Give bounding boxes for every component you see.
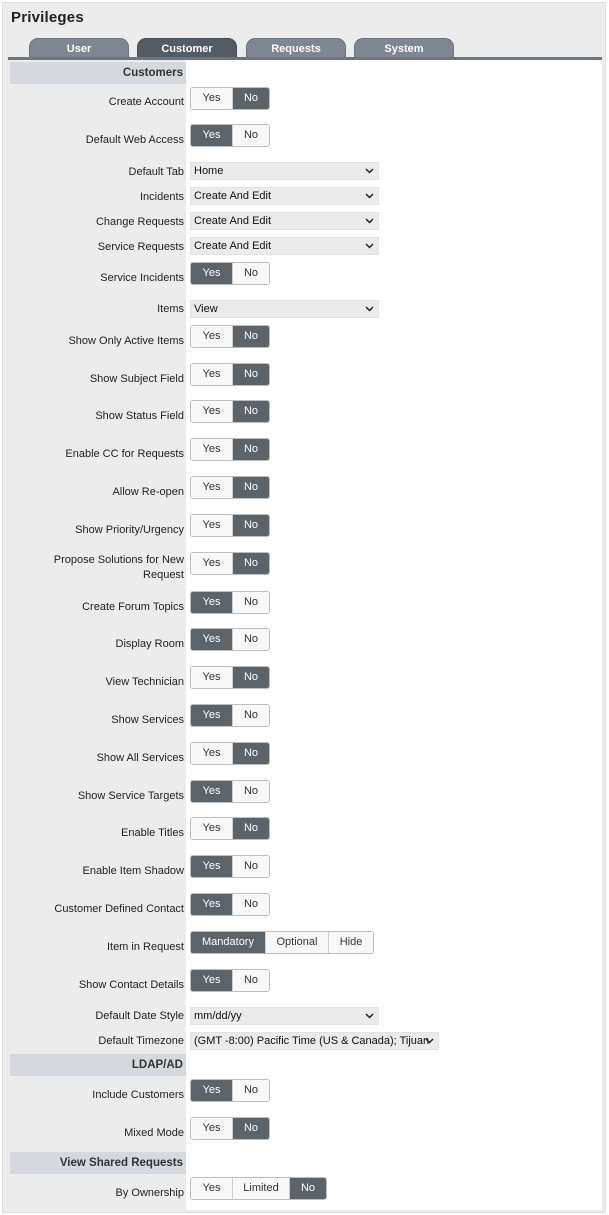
chevron-down-icon xyxy=(425,1033,434,1055)
service-requests-label: Service Requests xyxy=(97,241,184,253)
show-all-services-toggle xyxy=(190,742,270,765)
view-technician-option-no[interactable]: No xyxy=(233,667,269,688)
view-technician-label: View Technician xyxy=(105,676,184,688)
default-tab-select[interactable] xyxy=(190,162,379,180)
show-priority-option-yes[interactable]: Yes xyxy=(191,515,233,536)
enable-item-shadow-option-yes[interactable]: Yes xyxy=(191,856,233,877)
mixed-mode-toggle xyxy=(190,1117,270,1140)
show-status-field-label: Show Status Field xyxy=(95,410,184,422)
create-account-option-no[interactable]: No xyxy=(233,88,269,109)
create-forum-topics-label: Create Forum Topics xyxy=(82,601,184,613)
service-incidents-option-no[interactable]: No xyxy=(233,263,269,284)
view-technician-option-yes[interactable]: Yes xyxy=(191,667,233,688)
change-requests-value: Create And Edit xyxy=(194,215,272,227)
show-status-field-option-no[interactable]: No xyxy=(233,401,269,422)
item-in-request-toggle xyxy=(190,931,374,954)
service-incidents-toggle xyxy=(190,262,270,285)
show-only-active-items-option-no[interactable]: No xyxy=(233,326,269,347)
show-contact-details-label: Show Contact Details xyxy=(78,979,184,991)
show-only-active-items-option-yes[interactable]: Yes xyxy=(191,326,233,347)
allow-reopen-label: Allow Re-open xyxy=(112,486,184,498)
show-service-targets-toggle xyxy=(190,780,270,803)
default-date-style-value: mm/dd/yy xyxy=(194,1010,242,1022)
create-account-toggle xyxy=(190,87,270,110)
chevron-down-icon xyxy=(365,188,374,210)
section-header-ldap: LDAP/AD xyxy=(10,1054,186,1076)
show-services-option-no[interactable]: No xyxy=(233,705,269,726)
chevron-down-icon xyxy=(365,238,374,260)
by-ownership-label: By Ownership xyxy=(115,1187,184,1199)
include-customers-toggle xyxy=(190,1079,270,1102)
by-ownership-option-yes[interactable]: Yes xyxy=(191,1178,233,1199)
default-web-access-toggle xyxy=(190,124,270,147)
tab-customer[interactable]: Customer xyxy=(137,38,237,58)
service-incidents-label: Service Incidents xyxy=(100,272,184,284)
default-timezone-select[interactable] xyxy=(190,1032,439,1050)
default-tab-label: Default Tab xyxy=(128,166,184,178)
display-room-label: Display Room xyxy=(115,638,184,650)
display-room-option-no[interactable]: No xyxy=(233,629,269,650)
show-service-targets-option-yes[interactable]: Yes xyxy=(191,781,233,802)
service-requests-select[interactable] xyxy=(190,237,379,255)
mixed-mode-label: Mixed Mode xyxy=(124,1127,184,1139)
show-contact-details-toggle xyxy=(190,969,270,992)
tab-user[interactable]: User xyxy=(29,38,129,58)
mixed-mode-option-yes[interactable]: Yes xyxy=(191,1118,233,1139)
show-services-label: Show Services xyxy=(111,714,184,726)
by-ownership-toggle xyxy=(190,1177,327,1200)
service-incidents-option-yes[interactable]: Yes xyxy=(191,263,233,284)
items-value: View xyxy=(194,303,218,315)
show-priority-toggle xyxy=(190,514,270,537)
show-subject-field-label: Show Subject Field xyxy=(89,373,184,385)
show-subject-field-option-yes[interactable]: Yes xyxy=(191,364,233,385)
chevron-down-icon xyxy=(365,163,374,185)
default-timezone-value: (GMT -8:00) Pacific Time (US & Canada); Tijuan xyxy=(194,1035,430,1047)
show-all-services-option-no[interactable]: No xyxy=(233,743,269,764)
default-web-access-option-yes[interactable]: Yes xyxy=(191,125,233,146)
propose-solutions-option-no[interactable]: No xyxy=(233,553,269,574)
customer-defined-contact-option-no[interactable]: No xyxy=(233,894,269,915)
chevron-down-icon xyxy=(365,213,374,235)
display-room-toggle xyxy=(190,628,270,651)
propose-solutions-label: Propose Solutions for New Request xyxy=(53,554,184,581)
include-customers-option-yes[interactable]: Yes xyxy=(191,1080,233,1101)
show-services-toggle xyxy=(190,704,270,727)
enable-item-shadow-option-no[interactable]: No xyxy=(233,856,269,877)
enable-item-shadow-label: Enable Item Shadow xyxy=(82,865,184,877)
customer-defined-contact-label: Customer Defined Contact xyxy=(54,903,184,915)
show-contact-details-option-yes[interactable]: Yes xyxy=(191,970,233,991)
propose-solutions-toggle xyxy=(190,552,270,575)
show-all-services-option-yes[interactable]: Yes xyxy=(191,743,233,764)
enable-cc-option-yes[interactable]: Yes xyxy=(191,439,233,460)
enable-cc-label: Enable CC for Requests xyxy=(65,448,184,460)
change-requests-select[interactable] xyxy=(190,212,379,230)
propose-solutions-option-yes[interactable]: Yes xyxy=(191,553,233,574)
show-service-targets-label: Show Service Targets xyxy=(77,790,184,802)
service-requests-value: Create And Edit xyxy=(194,240,272,252)
item-in-request-option-optional[interactable]: Optional xyxy=(266,932,329,953)
incidents-value: Create And Edit xyxy=(194,190,272,202)
item-in-request-label: Item in Request xyxy=(106,941,184,953)
enable-cc-toggle xyxy=(190,438,270,461)
change-requests-label: Change Requests xyxy=(95,216,184,228)
by-ownership-option-limited[interactable]: Limited xyxy=(233,1178,290,1199)
enable-titles-option-yes[interactable]: Yes xyxy=(191,818,233,839)
default-timezone-label: Default Timezone xyxy=(98,1035,184,1047)
by-ownership-option-no[interactable]: No xyxy=(290,1178,326,1199)
show-service-targets-option-no[interactable]: No xyxy=(233,781,269,802)
page-title: Privileges xyxy=(11,9,84,26)
default-web-access-option-no[interactable]: No xyxy=(233,125,269,146)
item-in-request-option-hide[interactable]: Hide xyxy=(329,932,373,953)
allow-reopen-option-no[interactable]: No xyxy=(233,477,269,498)
show-subject-field-option-no[interactable]: No xyxy=(233,364,269,385)
customer-defined-contact-toggle xyxy=(190,893,270,916)
incidents-select[interactable] xyxy=(190,187,379,205)
include-customers-option-no[interactable]: No xyxy=(233,1080,269,1101)
show-services-option-yes[interactable]: Yes xyxy=(191,705,233,726)
chevron-down-icon xyxy=(365,301,374,323)
show-subject-field-toggle xyxy=(190,363,270,386)
tab-system[interactable]: System xyxy=(354,38,454,58)
show-all-services-label: Show All Services xyxy=(96,752,184,764)
allow-reopen-option-yes[interactable]: Yes xyxy=(191,477,233,498)
show-only-active-items-label: Show Only Active Items xyxy=(68,335,184,347)
show-only-active-items-toggle xyxy=(190,325,270,348)
create-account-label: Create Account xyxy=(108,96,184,108)
create-forum-topics-toggle xyxy=(190,591,270,614)
enable-item-shadow-toggle xyxy=(190,855,270,878)
create-forum-topics-option-no[interactable]: No xyxy=(233,592,269,613)
create-account-option-yes[interactable]: Yes xyxy=(191,88,233,109)
chevron-down-icon xyxy=(365,1008,374,1030)
show-status-field-option-yes[interactable]: Yes xyxy=(191,401,233,422)
show-contact-details-option-no[interactable]: No xyxy=(233,970,269,991)
enable-titles-option-no[interactable]: No xyxy=(233,818,269,839)
mixed-mode-option-no[interactable]: No xyxy=(233,1118,269,1139)
include-customers-label: Include Customers xyxy=(92,1089,184,1101)
item-in-request-option-mandatory[interactable]: Mandatory xyxy=(191,932,266,953)
enable-cc-option-no[interactable]: No xyxy=(233,439,269,460)
enable-titles-toggle xyxy=(190,817,270,840)
display-room-option-yes[interactable]: Yes xyxy=(191,629,233,650)
enable-titles-label: Enable Titles xyxy=(121,827,184,839)
show-priority-label: Show Priority/Urgency xyxy=(75,524,184,536)
customer-defined-contact-option-yes[interactable]: Yes xyxy=(191,894,233,915)
tab-requests[interactable]: Requests xyxy=(246,38,346,58)
default-tab-value: Home xyxy=(194,165,224,177)
default-date-style-select[interactable] xyxy=(190,1007,379,1025)
items-select[interactable] xyxy=(190,300,379,318)
default-web-access-label: Default Web Access xyxy=(85,134,184,146)
allow-reopen-toggle xyxy=(190,476,270,499)
default-date-style-label: Default Date Style xyxy=(95,1010,184,1022)
incidents-label: Incidents xyxy=(139,191,184,203)
view-technician-toggle xyxy=(190,666,270,689)
items-label: Items xyxy=(157,303,184,315)
show-status-field-toggle xyxy=(190,400,270,423)
section-header-view-shared: View Shared Requests xyxy=(10,1152,186,1174)
create-forum-topics-option-yes[interactable]: Yes xyxy=(191,592,233,613)
section-header-customers: Customers xyxy=(10,62,186,84)
show-priority-option-no[interactable]: No xyxy=(233,515,269,536)
